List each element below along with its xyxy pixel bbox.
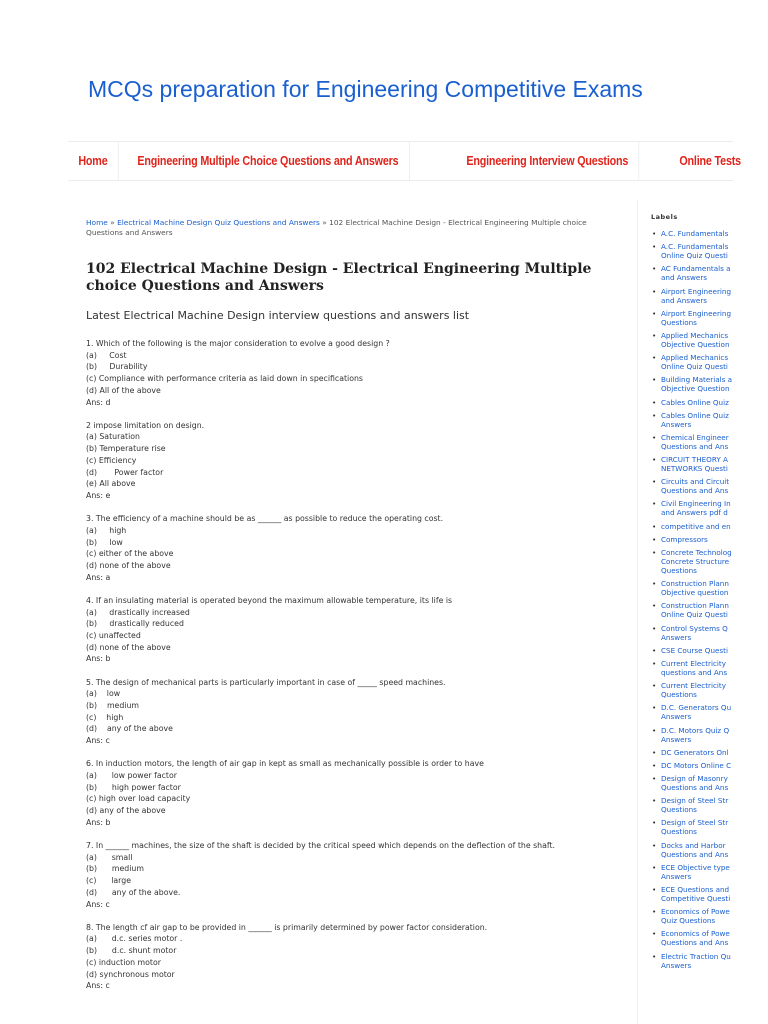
label-link[interactable]	[651, 818, 733, 836]
label-link-text: • Construction Plann	[661, 601, 729, 611]
label-link-text: • DC Motors Online C	[661, 760, 732, 770]
question-block	[86, 922, 616, 992]
label-link-text: • D.C. Motors Quiz Q	[661, 725, 730, 735]
question-block	[86, 338, 616, 408]
sidebar-labels	[651, 213, 733, 974]
label-link[interactable]	[651, 761, 733, 770]
label-link[interactable]	[651, 264, 733, 282]
label-link-text: Objective question	[661, 588, 729, 598]
label-link-text: and Answers pdf d	[661, 508, 728, 518]
option-text: (a) d.c. series motor .	[86, 934, 183, 944]
label-link[interactable]	[651, 659, 733, 677]
label-link[interactable]	[651, 646, 733, 655]
label-link-text: and Answers	[661, 295, 708, 305]
label-link-text: • Construction Plann	[661, 579, 729, 589]
label-link-text: • Design of Steel Str	[661, 818, 729, 828]
label-link-text: • Economics of Powe	[661, 907, 730, 917]
question-block	[86, 677, 616, 747]
label-link-text: Objective Question	[661, 384, 730, 394]
label-link-text: • Current Electricity	[661, 658, 726, 668]
label-link-text: • Current Electricity	[661, 681, 726, 691]
breadcrumb-category[interactable]: Electrical Machine Design Quiz Questions and Answers	[117, 218, 320, 227]
label-link-text: • Chemical Engineer	[661, 432, 729, 442]
option-text: (a) Cost	[86, 350, 127, 360]
label-link-text: • Civil Engineering In	[661, 499, 731, 509]
label-link-text: Questions	[661, 805, 697, 815]
question-text: 7. In ______ machines, the size of the shaft is decided by the critical speed which depends on the deflection of the shaft.	[86, 841, 556, 851]
answer-text: Ans: b	[86, 654, 111, 664]
label-link-text: • CIRCUIT THEORY A	[661, 455, 728, 465]
label-link-text: Questions	[661, 566, 697, 575]
label-link[interactable]	[651, 331, 733, 349]
label-link-text: • Economics of Powe	[661, 929, 730, 939]
question-block	[86, 595, 616, 665]
label-link-text: Questions and Ans	[661, 486, 729, 496]
label-link-text: • Design of Masonry	[661, 774, 728, 784]
label-link-text: Online Quiz Questi	[661, 610, 728, 620]
question-text: 1. Which of the following is the major consideration to evolve a good design ?	[86, 339, 390, 348]
option-text: (d) any of the above.	[86, 887, 181, 897]
label-link-text: Answers	[661, 734, 692, 744]
label-link-text: • CSE Course Questi	[661, 645, 728, 655]
label-link[interactable]	[651, 929, 733, 947]
label-link-text: • ECE Questions and	[661, 885, 730, 894]
option-text: (a) Saturation	[86, 432, 140, 442]
label-link[interactable]	[651, 863, 733, 881]
label-link-text: Questions and Ans	[661, 938, 729, 948]
label-link-text: • A.C. Fundamentals	[661, 229, 729, 238]
option-text: (b) d.c. shunt motor	[86, 946, 177, 956]
label-link[interactable]	[651, 774, 733, 792]
label-link-text: Answers	[661, 712, 692, 722]
label-link-text: • Docks and Harbor	[661, 840, 726, 850]
breadcrumb-separator: »	[319, 218, 330, 227]
label-link-text: • competitive and en	[661, 521, 731, 531]
label-link-text: Concrete Structure	[661, 557, 730, 566]
option-text: (a) low	[86, 689, 121, 699]
label-link[interactable]	[651, 726, 733, 744]
label-link-text: Questions and Ans	[661, 441, 729, 451]
label-link[interactable]	[651, 579, 733, 597]
option-text: (d) none of the above	[86, 642, 171, 652]
labels-list	[651, 229, 733, 970]
label-link-text: • D.C. Generators Qu	[661, 703, 732, 713]
option-text: (b) low	[86, 537, 123, 547]
question-block	[86, 840, 616, 910]
nav-interview-questions[interactable]: Engineering Interview Questions	[456, 142, 639, 180]
label-link-text: • A.C. Fundamentals	[661, 242, 729, 252]
label-link-text: • ECE Objective type	[661, 862, 730, 872]
label-link[interactable]	[651, 703, 733, 721]
label-link[interactable]	[651, 841, 733, 859]
label-link-text: and Answers	[661, 273, 708, 283]
option-text: (d) synchronous motor	[86, 969, 175, 979]
label-link[interactable]	[651, 398, 733, 407]
label-link[interactable]	[651, 522, 733, 531]
option-text: (b) medium	[86, 700, 139, 710]
question-text: 4. If an insulating material is operated beyond the maximum allowable temperature, its life is	[86, 595, 453, 605]
label-link-text: Answers	[661, 871, 692, 881]
option-text: (d) All of the above	[86, 385, 161, 395]
option-text: (b) Temperature rise	[86, 444, 166, 454]
label-link[interactable]	[651, 885, 733, 903]
answer-text: Ans: e	[86, 490, 111, 500]
question-text: 2 impose limitation on design.	[86, 420, 205, 430]
option-text: (a) small	[86, 852, 133, 862]
option-text: (c) Efficiency	[86, 455, 137, 465]
option-text: (b) drastically reduced	[86, 619, 184, 629]
label-link[interactable]	[651, 477, 733, 495]
label-link[interactable]	[651, 796, 733, 814]
option-text: (d) none of the above	[86, 560, 171, 570]
label-link-text: • Building Materials a	[661, 375, 733, 385]
answer-text: Ans: c	[86, 736, 110, 746]
post-content	[86, 218, 616, 1003]
label-link-text: • Concrete Technolog	[661, 548, 732, 557]
answer-text: Ans: c	[86, 899, 110, 909]
label-link[interactable]	[651, 748, 733, 757]
label-link-text: • Control Systems Q	[661, 623, 728, 633]
question-block	[86, 420, 616, 502]
label-link-text: Answers	[661, 632, 692, 642]
label-link[interactable]	[651, 624, 733, 642]
question-text: 3. The efficiency of a machine should be as ______ as possible to reduce the operating cost.	[86, 514, 444, 524]
label-link[interactable]	[651, 411, 733, 429]
breadcrumb-current: 102 Electrical Machine Design - Electrical Engineering Multiple choice Questions and Answers	[86, 218, 587, 237]
answer-text: Ans: b	[86, 817, 111, 827]
label-link-text: NETWORKS Questi	[661, 464, 728, 474]
option-text: (b) high power factor	[86, 782, 181, 792]
question-block	[86, 758, 616, 828]
label-link[interactable]	[651, 229, 733, 238]
label-link[interactable]	[651, 548, 733, 575]
label-link-text: Questions	[661, 827, 697, 837]
question-text: 8. The length cf air gap to be provided in ______ is primarily determined by power factor consideration.	[86, 922, 488, 932]
sidebar-divider	[637, 200, 638, 1024]
answer-text: Ans: d	[86, 397, 111, 407]
main-nav	[68, 141, 741, 181]
option-text: (a) low power factor	[86, 771, 177, 780]
label-link-text: Questions and Ans	[661, 783, 729, 793]
option-text: (d) any of the above	[86, 724, 173, 734]
labels-heading: Labels	[651, 213, 678, 221]
label-link-text: Objective Question	[661, 339, 730, 349]
label-link-text: Online Quiz Questi	[661, 251, 728, 261]
label-link-text: Questions	[661, 317, 697, 327]
option-text: (c) Compliance with performance criteria as laid down in specifications	[86, 374, 363, 384]
label-link-text: • Design of Steel Str	[661, 796, 729, 806]
nav-engineering-mcq[interactable]: Engineering Multiple Choice Questions and Answers	[127, 142, 410, 180]
label-link[interactable]	[651, 907, 733, 925]
label-link-text: • Applied Mechanics	[661, 330, 729, 340]
label-link[interactable]	[651, 952, 733, 970]
option-text: (d) Power factor	[86, 467, 164, 477]
label-link[interactable]	[651, 601, 733, 619]
label-link[interactable]	[651, 353, 733, 371]
question-list	[86, 338, 616, 992]
label-link[interactable]	[651, 242, 733, 260]
question-text: 6. In induction motors, the length of air gap in kept as small as mechanically possible is order to have	[86, 759, 484, 769]
post-subtitle: Latest Electrical Machine Design interview questions and answers list	[86, 309, 470, 322]
label-link-text: • Compressors	[661, 534, 708, 544]
option-text: (c) induction motor	[86, 957, 161, 967]
answer-text: Ans: c	[86, 981, 110, 991]
question-text: 5. The design of mechanical parts is particularly important in case of _____ speed machines.	[86, 677, 446, 687]
label-link-text: • DC Generators Onl	[661, 747, 729, 757]
label-link[interactable]	[651, 433, 733, 451]
label-link-text: • Cables Online Quiz	[661, 410, 729, 420]
label-link-text: • Airport Engineering	[661, 308, 732, 318]
label-link[interactable]	[651, 309, 733, 327]
question-block	[86, 513, 616, 583]
label-link[interactable]	[651, 455, 733, 473]
option-text: (d) any of the above	[86, 806, 166, 816]
label-link-text: Answers	[661, 419, 692, 429]
label-link-text: • Applied Mechanics	[661, 353, 729, 363]
label-link-text: • Electric Traction Qu	[661, 951, 731, 961]
option-text: (b) medium	[86, 864, 144, 874]
label-link-text: Online Quiz Questi	[661, 362, 728, 372]
option-text: (a) high	[86, 525, 127, 535]
label-link[interactable]	[651, 499, 733, 517]
nav-home[interactable]: Home	[68, 142, 119, 180]
option-text: (c) high	[86, 712, 124, 722]
label-link[interactable]	[651, 375, 733, 393]
breadcrumb-separator: »	[107, 218, 118, 227]
option-text: (c) high over load capacity	[86, 794, 191, 804]
breadcrumb-home[interactable]: Home	[86, 218, 108, 227]
option-text: (c) either of the above	[86, 549, 174, 559]
label-link-text: Quiz Questions	[661, 916, 716, 926]
option-text: (a) drastically increased	[86, 607, 190, 617]
option-text: (e) All above	[86, 479, 136, 489]
label-link-text: • AC Fundamentals a	[661, 264, 731, 274]
nav-online-tests[interactable]: Online Tests	[679, 154, 741, 168]
label-link-text: • Airport Engineering	[661, 286, 732, 296]
label-link[interactable]	[651, 535, 733, 544]
label-link-text: • Cables Online Quiz	[661, 397, 729, 407]
answer-text: Ans: a	[86, 572, 111, 582]
label-link-text: Competitive Questi	[661, 894, 731, 903]
breadcrumb	[86, 218, 616, 238]
label-link-text: • Circuits and Circuit	[661, 477, 730, 487]
label-link-text: Answers	[661, 960, 692, 970]
option-text: (c) unaffected	[86, 630, 141, 640]
label-link[interactable]	[651, 681, 733, 699]
option-text: (c) large	[86, 876, 131, 886]
label-link[interactable]	[651, 287, 733, 305]
label-link-text: questions and Ans	[661, 667, 728, 677]
label-link-text: Questions and Ans	[661, 849, 729, 859]
option-text: (b) Durability	[86, 362, 148, 372]
site-title[interactable]: MCQs preparation for Engineering Competitive Exams	[88, 76, 643, 102]
label-link-text: Questions	[661, 690, 697, 700]
post-title: 102 Electrical Machine Design - Electrical Engineering Multiple choice Questions and Answers	[86, 261, 592, 294]
